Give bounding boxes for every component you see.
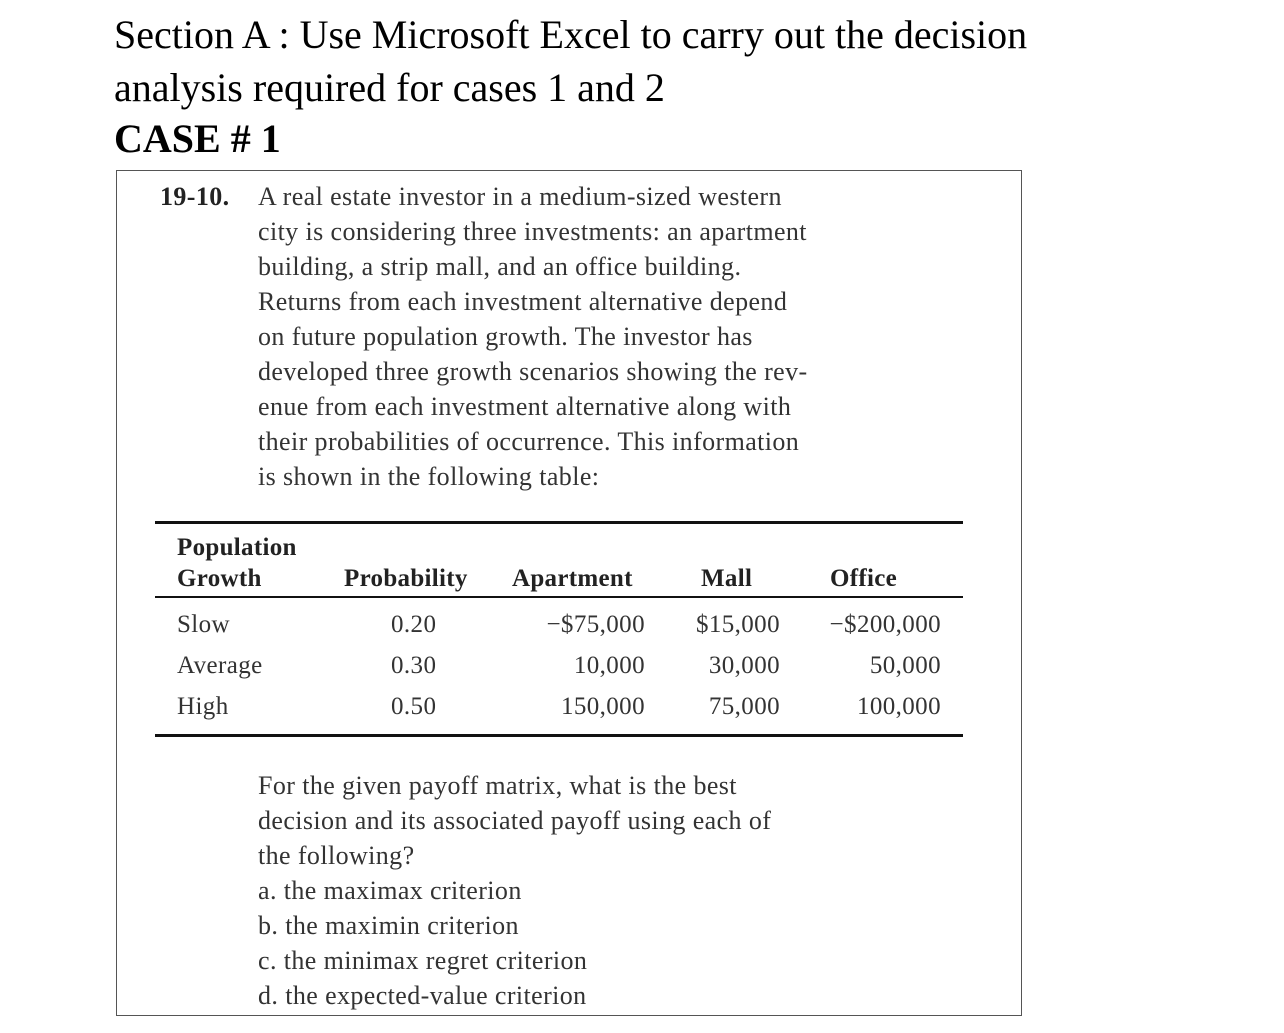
cell-office: −$200,000 <box>829 611 941 638</box>
problem-statement <box>258 179 978 494</box>
cell-apartment: 150,000 <box>560 693 645 720</box>
cell-growth: Average <box>177 652 263 679</box>
problem-line: developed three growth scenarios showing the rev- <box>258 357 808 386</box>
question-options <box>258 873 587 1013</box>
problem-number: 19-10. <box>160 182 230 211</box>
question-line: For the given payoff matrix, what is the best <box>258 771 737 800</box>
option-expected-value: d. the expected-value criterion <box>258 981 587 1010</box>
question-text <box>258 768 978 873</box>
table-header <box>155 524 963 596</box>
cell-apartment: −$75,000 <box>546 611 645 638</box>
section-heading-line-1: Section A : Use Microsoft Excel to carry out the decision <box>114 12 1028 57</box>
case-title: CASE # 1 <box>114 116 281 161</box>
problem-line: building, a strip mall, and an office building. <box>258 252 742 281</box>
problem-line: city is considering three investments: an apartment <box>258 217 807 246</box>
header-mall: Mall <box>701 565 753 592</box>
option-minimax-regret: c. the minimax regret criterion <box>258 946 588 975</box>
cell-probability: 0.50 <box>391 693 437 720</box>
section-heading-line-2: analysis required for cases 1 and 2 <box>114 65 665 110</box>
cell-mall: $15,000 <box>695 611 780 638</box>
table-bottom-rule <box>155 734 963 737</box>
problem-line: A real estate investor in a medium-sized western <box>258 182 782 211</box>
problem-line: Returns from each investment alternative depend <box>258 287 788 316</box>
problem-line: is shown in the following table: <box>258 462 600 491</box>
cell-office: 50,000 <box>869 652 941 679</box>
header-office: Office <box>830 565 898 592</box>
cell-growth: High <box>177 693 229 720</box>
problem-line: on future population growth. The investor has <box>258 322 753 351</box>
header-apartment: Apartment <box>512 565 633 592</box>
cell-mall: 30,000 <box>708 652 780 679</box>
cell-apartment: 10,000 <box>573 652 645 679</box>
header-probability: Probability <box>344 565 468 592</box>
cell-probability: 0.30 <box>391 652 437 679</box>
cell-probability: 0.20 <box>391 611 437 638</box>
table-body <box>155 598 963 734</box>
problem-box <box>116 170 1022 1016</box>
header-growth-line1: Population <box>177 534 297 561</box>
cell-mall: 75,000 <box>708 693 780 720</box>
question-line: the following? <box>258 841 415 870</box>
header-growth-line2: Growth <box>177 565 262 592</box>
section-heading <box>114 8 1027 114</box>
payoff-table <box>155 521 963 737</box>
problem-line: their probabilities of occurrence. This information <box>258 427 800 456</box>
cell-office: 100,000 <box>856 693 941 720</box>
cell-growth: Slow <box>177 611 231 638</box>
option-maximin: b. the maximin criterion <box>258 911 519 940</box>
problem-line: enue from each investment alternative along with <box>258 392 792 421</box>
question-line: decision and its associated payoff using each of <box>258 806 772 835</box>
option-maximax: a. the maximax criterion <box>258 876 522 905</box>
